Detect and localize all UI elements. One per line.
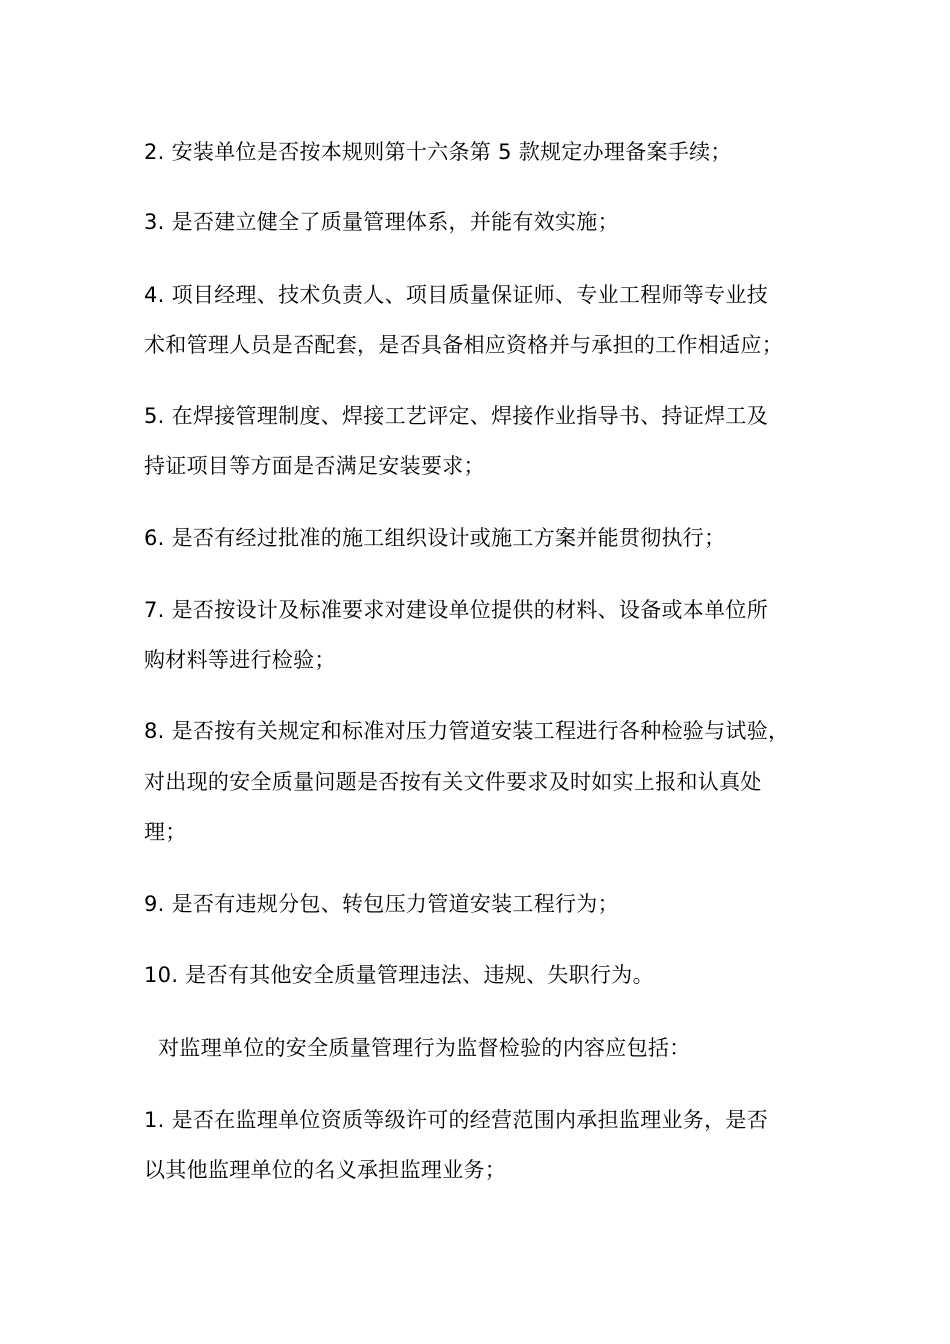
item-7-line-1: 7. 是否按设计及标准要求对建设单位提供的材料、设备或本单位所 <box>144 598 769 622</box>
item-5-line-2: 持证项目等方面是否满足安装要求； <box>144 454 485 478</box>
item-8-line-2: 对出现的安全质量问题是否按有关文件要求及时如实上报和认真处 <box>144 770 762 794</box>
item-2-line-1: 2. 安装单位是否按本规则第十六条第 5 款规定办理备案手续； <box>144 140 732 164</box>
supervision-item-1-line-2: 以其他监理单位的名义承担监理业务； <box>144 1158 507 1182</box>
item-4-line-2: 术和管理人员是否配套，是否具备相应资格并与承担的工作相适应； <box>144 333 783 357</box>
supervision-item-1-line-1: 1. 是否在监理单位资质等级许可的经营范围内承担监理业务，是否 <box>144 1108 769 1132</box>
item-10-line-1: 10. 是否有其他安全质量管理违法、违规、失职行为。 <box>144 963 654 987</box>
supervision-heading: 对监理单位的安全质量管理行为监督检验的内容应包括： <box>158 1036 691 1060</box>
item-9-line-1: 9. 是否有违规分包、转包压力管道安装工程行为； <box>144 892 619 916</box>
item-5-line-1: 5. 在焊接管理制度、焊接工艺评定、焊接作业指导书、持证焊工及 <box>144 404 769 428</box>
item-4-line-1: 4. 项目经理、技术负责人、项目质量保证师、专业工程师等专业技 <box>144 283 769 307</box>
item-8-line-3: 理； <box>144 820 187 844</box>
item-3-line-1: 3. 是否建立健全了质量管理体系，并能有效实施； <box>144 210 619 234</box>
item-8-line-1: 8. 是否按有关规定和标准对压力管道安装工程进行各种检验与试验， <box>144 719 790 743</box>
item-6-line-1: 6. 是否有经过批准的施工组织设计或施工方案并能贯彻执行； <box>144 526 726 550</box>
item-7-line-2: 购材料等进行检验； <box>144 648 336 672</box>
